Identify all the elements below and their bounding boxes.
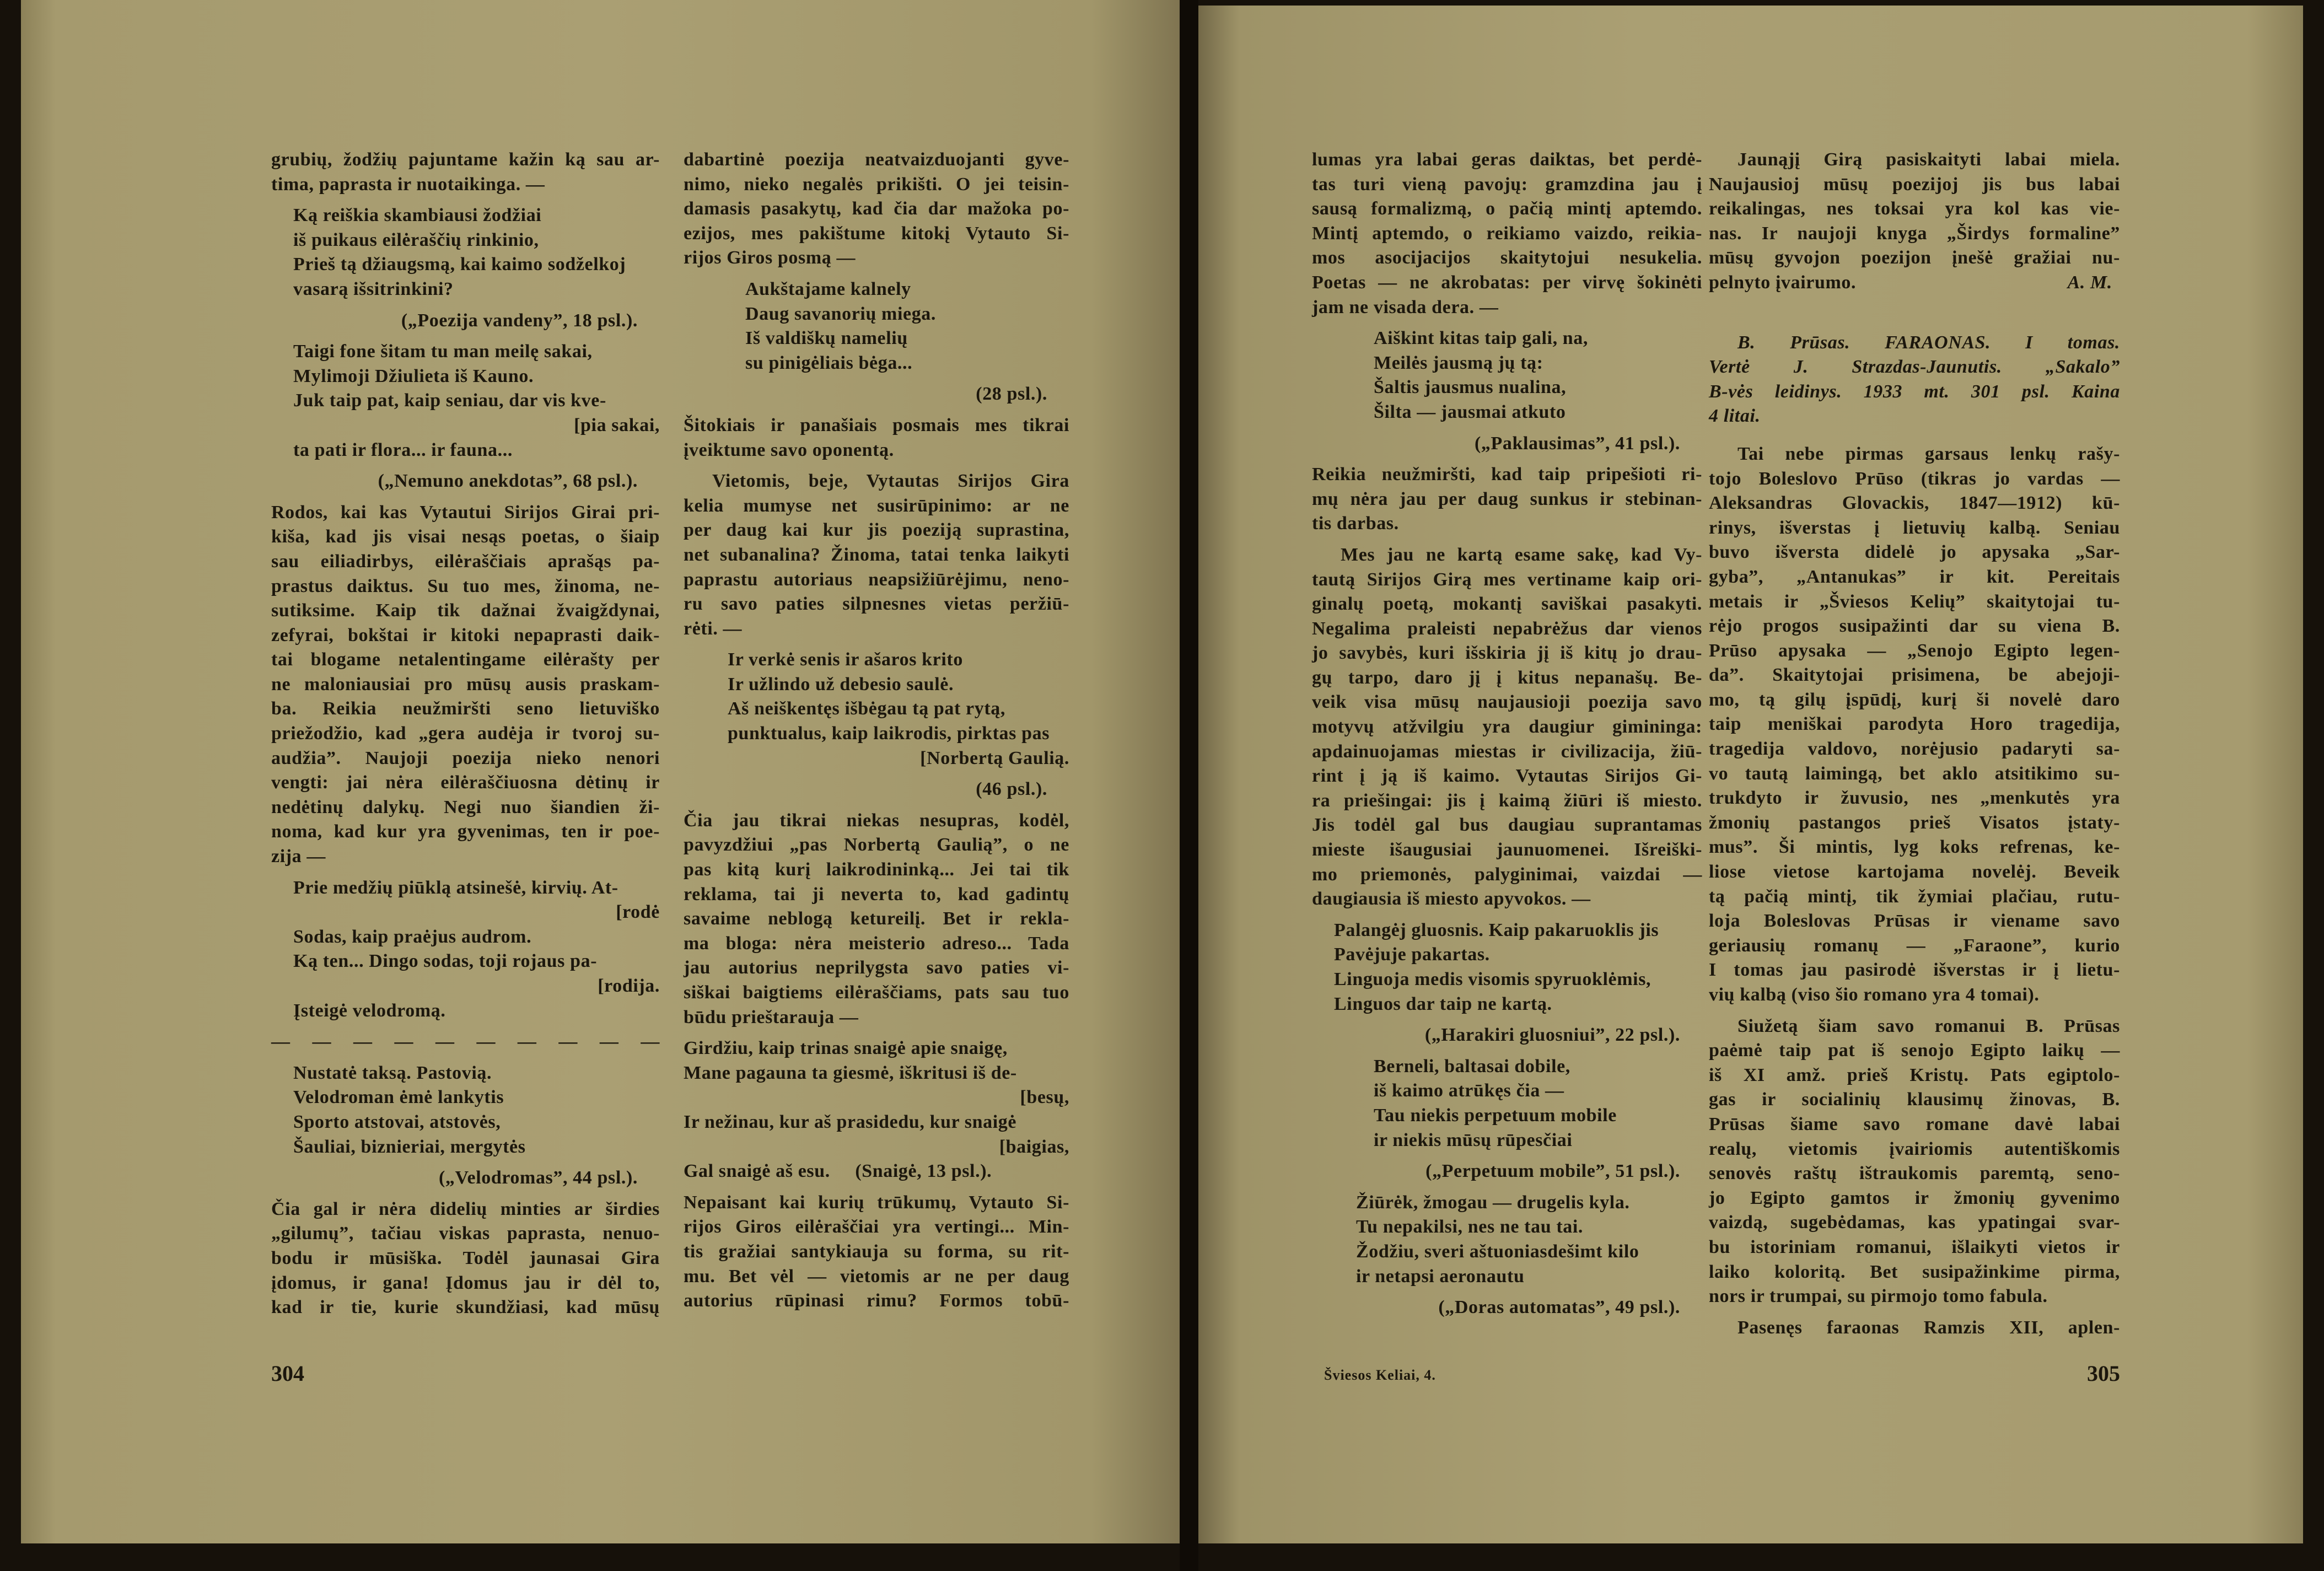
text-line: Čia gal ir nėra didelių minties ar širdies — [271, 1198, 660, 1219]
text-line: Siužetą šiam savo romanui B. Prūsas — [1737, 1015, 2120, 1036]
text-line: noma, kad kur yra gyvenimas, ten ir poe- — [271, 821, 660, 842]
text-line: ma bloga: nėra meisterio adreso... Tada — [684, 933, 1069, 954]
paragraph — [1312, 148, 1702, 320]
text-line: reklama, tai ji neverta to, kad gadintų — [684, 884, 1069, 905]
text-line: mu. Bet vėl — vietomis ar ne per daug — [684, 1266, 1069, 1287]
text-line-content: pelnyto įvairumo. — [1709, 272, 1857, 293]
paragraph — [1709, 442, 2120, 1008]
text-line: ir niekis mūsų rūpesčiai — [1374, 1129, 1573, 1150]
text-line: Nustatė taksą. Pastovią. — [293, 1062, 492, 1083]
text-line: apdainuojamas miestas ir civilizacija, žiū- — [1312, 741, 1702, 762]
text-line: Prūsas šiame savo romane davė labai — [1709, 1113, 2120, 1134]
text-line: senovės raštų ištraukomis paremtą, seno- — [1709, 1163, 2120, 1184]
citation — [684, 777, 1069, 802]
text-line: mūsų gyvojon poezijon įnešė gražiai nu- — [1709, 248, 2120, 268]
verse-quote — [684, 1036, 1069, 1184]
paragraph — [684, 148, 1069, 271]
text-line: [pia sakai, — [574, 415, 660, 435]
text-line: tai blogame netalentingame eilėrašty per — [271, 649, 660, 670]
text-line: zefyrai, bokštai ir kitoki nepaprasti daik- — [271, 625, 660, 645]
text-line: vo tautą laimingą, bet aklo atsitikimo su- — [1709, 763, 2120, 784]
text-line: Linguos dar taip ne kartą. — [1334, 993, 1552, 1014]
text-line: Jis todėl gal bus daugiau suprantamas — [1312, 815, 1702, 836]
citation — [684, 382, 1069, 407]
right-page-column-2 — [1709, 148, 2120, 1347]
text-line: [rodė — [616, 902, 660, 923]
text-line: autorius rūpinasi rimu? Formos tobū- — [684, 1290, 1069, 1311]
text-line: kelia mumyse net susirūpinimo: ar ne — [684, 495, 1069, 516]
page-number-right: 305 — [2087, 1361, 2120, 1386]
text-line: audžia”. Naujoji poezija nieko nenori — [271, 747, 660, 768]
text-line: su pinigėliais bėga... — [745, 352, 913, 373]
text-line: Gal snaigė aš esu. (Snaigė, 13 psl.). — [684, 1161, 992, 1182]
text-line: Juk taip pat, kaip seniau, dar vis kve- — [293, 390, 606, 411]
text-line: trukdyto ir žuvusio, nes „menkutės yra — [1709, 788, 2120, 809]
text-line: B-vės leidinys. 1933 mt. 301 psl. Kaina — [1709, 381, 2120, 402]
verse-quote — [271, 1061, 660, 1159]
text-line: Pavėjuje pakartas. — [1334, 944, 1490, 965]
text-line: reikalingas, nes toksai yra kol kas vie- — [1709, 198, 2120, 219]
text-line: Negalima praleisti nepabrėžus dar vienos — [1312, 618, 1702, 639]
text-line: pavyzdžiui „pas Norbertą Gaulią”, o ne — [684, 835, 1069, 856]
text-line: kiša, kad jis visai nesąs poetas, o šiaip — [271, 526, 660, 547]
text-line: Šilta — jausmai atkuto — [1374, 401, 1566, 422]
text-line: Sporto atstovai, atstovės, — [293, 1111, 501, 1132]
text-line: Prie medžių piūklą atsinešė, kirvių. At- — [293, 877, 618, 898]
paragraph — [684, 809, 1069, 1030]
text-line: tima, paprasta ir nuotaikinga. — — [271, 174, 545, 195]
paragraph — [1312, 462, 1702, 536]
text-line: mų nėra jau per daug sunkus ir stebinan- — [1312, 488, 1702, 509]
text-line: vių kalbą (viso šio romano yra 4 tomai). — [1709, 984, 2040, 1005]
text-line: Ir nežinau, kur aš prasidedu, kur snaigė — [684, 1111, 1017, 1132]
text-line: nimo, nieko negalės prikišti. O jei teisin- — [684, 174, 1069, 195]
text-line: paprastu autoriaus neapsižiūrėjimu, neno- — [684, 569, 1069, 590]
text-line: ru savo paties silpnesnes vietas peržiū- — [684, 594, 1069, 615]
text-line: rijos Giros eilėraščiai yra vertingi... Min- — [684, 1217, 1069, 1238]
text-line: Šauliai, biznieriai, mergytės — [293, 1136, 526, 1157]
paragraph — [271, 1197, 660, 1320]
text-line: ne maloniausiai pro mūsų ausis praskam- — [271, 674, 660, 695]
text-line: („Nemuno anekdotas”, 68 psl.). — [378, 471, 638, 492]
citation — [1312, 1295, 1702, 1320]
text-line: jo Egipto gamtos ir žmonių gyvenimo — [1709, 1187, 2120, 1208]
text-line: Velodroman ėmė lankytis — [293, 1087, 504, 1108]
text-line: Daug savanorių miega. — [745, 303, 937, 324]
paragraph — [271, 148, 660, 197]
text-line: — — — — — — — — — — — [271, 1031, 660, 1052]
text-line: bu istoriniam romanui, išlaikyti vietos ir — [1709, 1236, 2120, 1257]
text-line: lumas yra labai geras daiktas, bet perdė- — [1312, 149, 1702, 170]
text-line — [1709, 271, 2120, 295]
text-line: laiko koloritą. Bet susipažinkime pirma, — [1709, 1261, 2120, 1282]
text-line: ezijos, mes pakištume kitokį Vytauto Si- — [684, 223, 1069, 244]
text-line: ra priešingai: jis į kaimą žiūri iš miesto. — [1312, 790, 1702, 811]
text-line: jo savybės, kuri išskiria jį iš kitų jo drau- — [1312, 643, 1702, 664]
verse-quote — [1312, 1054, 1702, 1153]
text-line: mos asocijacijos skaitytojui nesukelia. — [1312, 248, 1702, 268]
text-line: mieste išaugusiai jaunuomenei. Išreiški- — [1312, 840, 1702, 860]
text-line: Mintį aptemdo, o reikiamo vaizdo, reikia- — [1312, 223, 1702, 244]
review-heading — [1709, 331, 2120, 429]
text-line: Žodžiu, sveri aštuoniasdešimt kilo — [1356, 1241, 1639, 1262]
text-line: Iš valdiškų namelių — [745, 328, 908, 349]
paragraph — [684, 1191, 1069, 1314]
verse-quote — [1312, 918, 1702, 1016]
text-line: rijos Giros posmą — — [684, 248, 856, 268]
text-line: (28 psl.). — [976, 384, 1047, 405]
text-line: Ką reiškia skambiausi žodžiai — [293, 205, 542, 226]
paragraph — [1709, 148, 2120, 295]
text-line: „gilumų”, tačiau viskas paprasta, nenuo- — [271, 1223, 660, 1244]
citation — [1312, 1159, 1702, 1184]
citation — [271, 469, 660, 494]
text-line: Mane pagauna ta giesmė, iškritusi iš de- — [684, 1062, 1017, 1083]
text-line: Šaltis jausmus nualina, — [1374, 377, 1567, 398]
text-line: priežodžio, kad „gera audėja ir tvoroj su- — [271, 723, 660, 744]
text-line: liose vietose kartojama novelėj. Beveik — [1709, 862, 2120, 883]
verse-quote — [684, 648, 1069, 771]
text-line: [besų, — [1020, 1087, 1069, 1108]
text-line: Žiūrėk, žmogau — drugelis kyla. — [1356, 1192, 1630, 1213]
verse-quote — [1312, 1191, 1702, 1289]
text-line: B. Prūsas. FARAONAS. I tomas. — [1737, 332, 2120, 353]
text-line: Berneli, baltasai dobile, — [1374, 1056, 1570, 1077]
left-page-column-1 — [271, 148, 660, 1327]
text-line: loja Boleslovas Prūsas ir viename savo — [1709, 911, 2120, 932]
text-line: vaizdą, sugebėdamas, kas ypatingai svar- — [1709, 1212, 2120, 1233]
text-line: sau eiliadirbys, eilėraščiais aprašąs pa- — [271, 551, 660, 572]
text-line: sausą formalizmą, o pačią mintį aptemdo. — [1312, 198, 1702, 219]
text-line: ginalų poetą, mokantį saviškai pasakyti. — [1312, 594, 1702, 615]
text-line: I tomas jau pasirodė išverstas ir į lietu- — [1709, 960, 2120, 981]
text-line: damasis pasakytų, kad čia dar mažoka po- — [684, 198, 1069, 219]
text-line: tis darbas. — [1312, 513, 1399, 534]
text-line: metais ir „Šviesos Kelių” skaitytojai tu- — [1709, 591, 2120, 612]
text-line: Vietomis, beje, Vytautas Sirijos Gira — [712, 471, 1069, 492]
text-line: punktualus, kaip laikrodis, pirktas pas — [728, 723, 1050, 744]
text-line: („Velodromas”, 44 psl.). — [438, 1168, 638, 1188]
text-line: Meilės jausmą jų tą: — [1374, 352, 1543, 373]
text-line: bodu ir mūsiška. Todėl jaunasai Gira — [271, 1247, 660, 1268]
text-line: Pasenęs faraonas Ramzis XII, aplen- — [1737, 1317, 2120, 1338]
text-line: tautą Sirijos Girą mes vertiname kaip ori- — [1312, 569, 1702, 590]
verse-quote — [1312, 326, 1702, 424]
text-line: motyvų atžvilgiu yra daugiur gimininga: — [1312, 717, 1702, 738]
text-line: Tau niekis perpetuum mobile — [1374, 1105, 1617, 1126]
text-line: Linguoja medis visomis spyruoklėmis, — [1334, 969, 1651, 989]
left-page-column-2 — [684, 148, 1069, 1320]
text-line: daugiausia iš miesto apyvokos. — — [1312, 889, 1591, 910]
text-line: ta pati ir flora... ir fauna... — [293, 439, 513, 460]
verse-quote — [684, 277, 1069, 375]
text-line: gyba”, „Antanukas” ir kit. Pereitais — [1709, 566, 2120, 587]
text-line: tą pačią mintį, tik žymiai plačiau, rutu- — [1709, 886, 2120, 907]
text-line: gas ir socialinių klausimų žinovas, B. — [1709, 1089, 2120, 1110]
text-line: geriausių romanų — „Faraone”, kurio — [1709, 935, 2120, 956]
text-line: sutiksime. Kaip tik dažnai žvaigždynai, — [271, 600, 660, 621]
text-line: net subanalina? Žinoma, tatai tenka laikyti — [684, 544, 1069, 565]
text-line: Girdžiu, kaip trinas snaigė apie snaigę, — [684, 1038, 1008, 1059]
text-line: siškai baigtiems eilėraščiams, pats sau tuo — [684, 982, 1069, 1003]
text-line: tojo Boleslovo Prūso (tikras jo vardas — — [1709, 468, 2120, 489]
text-line: Ir užlindo už debesio saulė. — [728, 674, 954, 695]
text-line: realų, vietomis įvairiomis autentiškomis — [1709, 1138, 2120, 1159]
text-line: [Norbertą Gaulią. — [920, 747, 1069, 768]
text-line: nedėtinų dalykų. Negi nuo šiandien ži- — [271, 797, 660, 817]
paragraph — [271, 501, 660, 869]
text-line: Įsteigė velodromą. — [293, 1000, 446, 1021]
text-line: („Perpetuum mobile”, 51 psl.). — [1425, 1161, 1680, 1182]
text-line: vasarą išsitrinkini? — [293, 278, 454, 299]
dash-separator — [271, 1030, 660, 1054]
text-line: Tai nebe pirmas garsaus lenkų rašy- — [1737, 443, 2120, 464]
text-line: Tu nepakilsi, nes ne tau tai. — [1356, 1217, 1583, 1238]
text-line: Ir verkė senis ir ašaros krito — [728, 649, 963, 670]
text-line: („Paklausimas”, 41 psl.). — [1475, 433, 1680, 454]
right-page-column-1 — [1312, 148, 1702, 1327]
text-line: būdu prieštarauja — — [684, 1007, 859, 1027]
author-signature: A. M. — [2067, 272, 2112, 293]
text-line: Taigi fone šitam tu man meilę sakai, — [293, 341, 593, 362]
text-line: grubių, žodžių pajuntame kažin ką sau ar- — [271, 149, 660, 170]
text-line: per daug kai kur jis poeziją suprastina, — [684, 520, 1069, 541]
text-line: Aiškint kitas taip gali, na, — [1374, 328, 1589, 349]
text-line: 4 litai. — [1709, 406, 1761, 427]
text-line: gų tarpo, daro jį į kitus nepanašų. Be- — [1312, 667, 1702, 688]
text-line: prastus daiktus. Su tuo mes, žinoma, ne- — [271, 575, 660, 596]
text-line: Čia jau tikrai niekas nesupras, kodėl, — [684, 810, 1069, 831]
verse-quote — [271, 203, 660, 302]
text-line: tragedija valdovo, norėjusio padaryti sa- — [1709, 739, 2120, 760]
footer-note: Šviesos Keliai, 4. — [1324, 1367, 1436, 1383]
text-line: Šitokiais ir panašiais posmais mes tikrai — [684, 415, 1069, 435]
text-line: Jaunąjį Girą pasiskaityti labai miela. — [1737, 149, 2120, 170]
text-line: tis gražiai santykiauja su forma, su rit- — [684, 1241, 1069, 1262]
text-line: („Doras automatas”, 49 psl.). — [1438, 1297, 1680, 1318]
text-line: (46 psl.). — [976, 779, 1047, 800]
text-line: Vertė J. Strazdas-Jaunutis. „Sakalo” — [1709, 357, 2120, 378]
page-number-left: 304 — [271, 1361, 304, 1386]
text-line: Prieš tą džiaugsmą, kai kaimo sodželkoj — [293, 254, 626, 275]
verse-quote — [271, 340, 660, 462]
text-line: Rodos, kai kas Vytautui Sirijos Girai pri- — [271, 502, 660, 523]
text-line: zija — — [271, 846, 326, 867]
text-line: ir netapsi aeronautu — [1356, 1266, 1525, 1287]
text-line: Aleksandras Glovackis, 1847—1912) kū- — [1709, 493, 2120, 514]
text-line: Prūso apysaka — „Senojo Egipto legen- — [1709, 640, 2120, 661]
text-line: rinys, išverstas į lietuvių kalbą. Seniau — [1709, 517, 2120, 538]
text-line: Sodas, kaip praėjus audrom. — [293, 926, 532, 947]
text-line: mo priemonės, palyginimai, vaizdai — — [1312, 864, 1702, 885]
text-line: vengti: jai nėra eilėraščiuosna dėtinų ir — [271, 772, 660, 793]
text-line: paėmė taip pat iš senojo Egipto laikų — — [1709, 1040, 2120, 1061]
citation — [271, 1166, 660, 1191]
text-line: dabartinė poezija neatvaizduojanti gyve- — [684, 149, 1069, 170]
text-line: mo, tą gilų įspūdį, kurį ši novelė daro — [1709, 689, 2120, 710]
text-line: rint į ją iš kaimo. Vytautas Sirijos Gi- — [1312, 766, 1702, 787]
text-line: [baigias, — [999, 1136, 1069, 1157]
text-line: tas turi vieną pavojų: gramzdina jau į — [1312, 174, 1702, 195]
text-line: da”. Skaitytojai prisimena, be abejoji- — [1709, 665, 2120, 686]
text-line: mus”. Ši mintis, lyg koks refrenas, ke- — [1709, 837, 2120, 858]
text-line: nas. Ir naujoji knyga „Širdys formaline” — [1709, 223, 2120, 244]
text-line: Ką ten... Dingo sodas, toji rojaus pa- — [293, 951, 598, 972]
text-line: Reikia neužmiršti, kad taip pripešioti ri- — [1312, 464, 1702, 485]
text-line: Naujausioj mūsų poezijoj jis bus labai — [1709, 174, 2120, 195]
paragraph — [684, 413, 1069, 462]
text-line: („Harakiri gluosniui”, 22 psl.). — [1424, 1025, 1680, 1046]
text-line: rėti. — — [684, 618, 743, 639]
verse-quote — [271, 876, 660, 1024]
text-line: Aukštajame kalnely — [745, 278, 911, 299]
text-line: iš XI amž. prieš Kristų. Pats egiptolo- — [1709, 1064, 2120, 1085]
text-line: Nepaisant kai kurių trūkumų, Vytauto Si- — [684, 1192, 1069, 1213]
paragraph — [1709, 1014, 2120, 1309]
text-line: iš puikaus eilėraščių rinkinio, — [293, 229, 539, 250]
text-line: nors ir trumpai, su pirmojo tomo fabula. — [1709, 1286, 2048, 1307]
text-line: Aš neiškentęs išbėgau tą pat rytą, — [728, 698, 1005, 719]
book-spine — [1180, 0, 1198, 1571]
citation — [271, 309, 660, 333]
text-line: savaime neblogą ketureilį. Bet ir rekla- — [684, 908, 1069, 929]
text-line: Poetas — ne akrobatas: per virvę šokinėti — [1312, 272, 1702, 293]
paragraph — [1312, 543, 1702, 912]
text-line: žmonių pastangos prieš Visatos įstaty- — [1709, 812, 2120, 833]
text-line: įdomus, ir gana! Įdomus jau ir dėl to, — [271, 1272, 660, 1293]
text-line: įveiktume savo oponentą. — [684, 439, 894, 460]
text-line: ba. Reikia neužmiršti seno lietuviško — [271, 698, 660, 719]
text-line: Mylimoji Džiulieta iš Kauno. — [293, 365, 534, 386]
paragraph — [684, 469, 1069, 641]
text-line: Palangėj gluosnis. Kaip pakaruoklis jis — [1334, 919, 1659, 940]
text-line: [rodija. — [598, 976, 660, 996]
text-line: jam ne visada dera. — — [1312, 297, 1499, 318]
text-line: Mes jau ne kartą esame sakę, kad Vy- — [1341, 544, 1702, 565]
text-line: kad ir tie, kurie skundžiasi, kad mūsų — [271, 1297, 660, 1318]
citation — [1312, 1023, 1702, 1048]
text-line: rėjo progos susipažinti dar su viena B. — [1709, 616, 2120, 637]
paragraph — [1709, 1316, 2120, 1341]
text-line: buvo išversta didelė jo apysaka „Sar- — [1709, 542, 2120, 563]
text-line: („Poezija vandeny”, 18 psl.). — [401, 310, 638, 331]
text-line: taip meniškai parodyta Horo tragedija, — [1709, 714, 2120, 735]
text-line: iš kaimo atrūkęs čia — — [1374, 1080, 1564, 1101]
text-line: pas kitą kurį laikrodininką... Jei tai tik — [684, 859, 1069, 880]
text-line: jau autorius neprilygsta savo paties vi- — [684, 957, 1069, 978]
citation — [1312, 432, 1702, 456]
text-line: veik visa mūsų naujausioji poezija savo — [1312, 692, 1702, 713]
